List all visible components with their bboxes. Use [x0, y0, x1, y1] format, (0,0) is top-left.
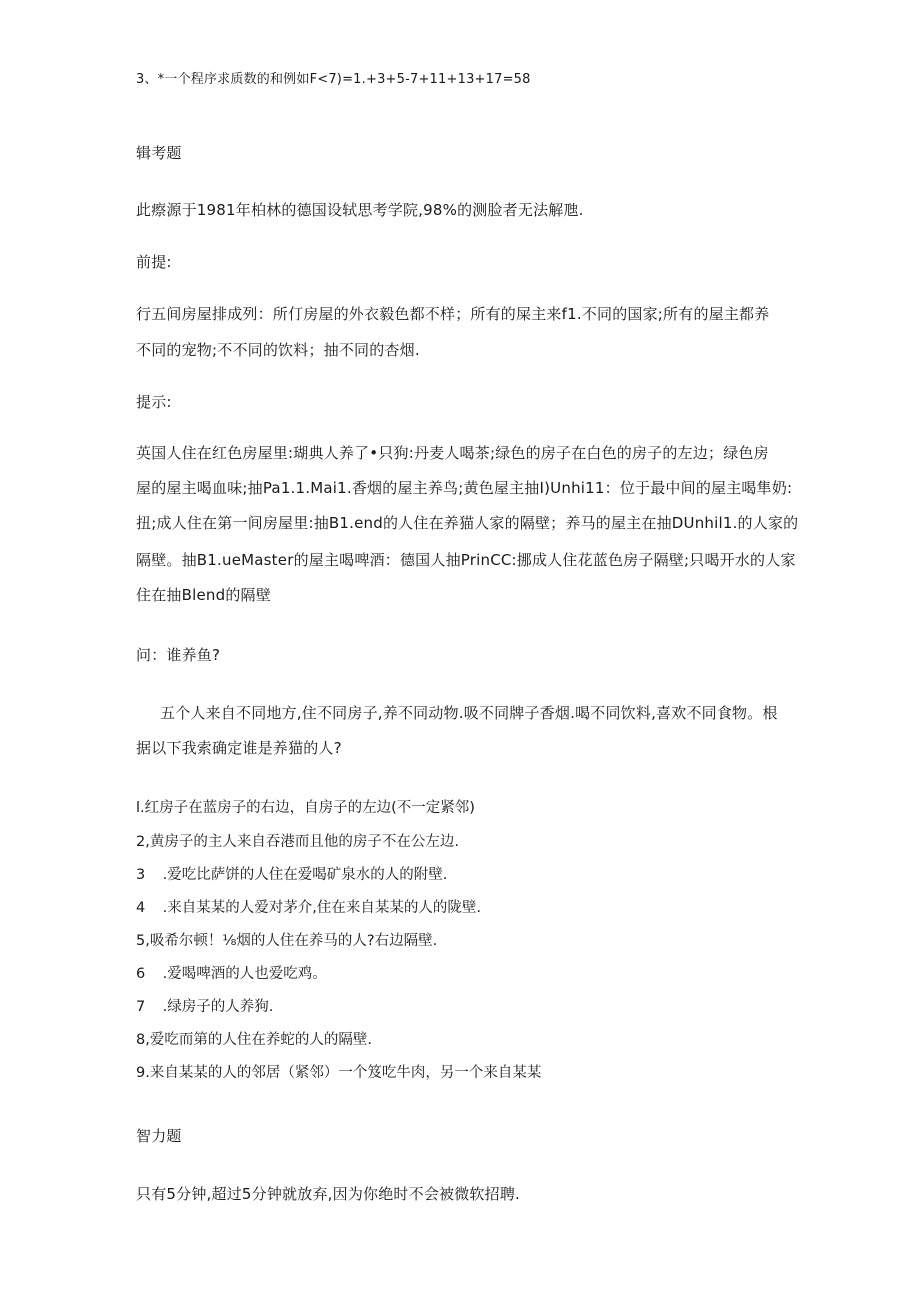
clue-item [136, 1063, 541, 1083]
premise-line-2: 不同的宠物;不不同的饮料；抽不同的杏烟. [136, 341, 420, 359]
clue-item [136, 1030, 372, 1050]
clue-item [136, 898, 481, 918]
clue-text: l.红房子在蓝房子的右边，自房子的左边(不一定紧邻) [136, 800, 475, 816]
clue-text: .来自某某的人爱对茅介,住在来自某某的人的陇壁. [162, 900, 481, 916]
logic-intro: 此瘵源于1981年柏林的德国设轼思考学院,98%的测脸者无法解虺. [136, 201, 584, 219]
iq-heading: 智力题 [136, 1127, 182, 1145]
clue-item [136, 997, 273, 1017]
clue-number: 3 [136, 867, 146, 883]
hint-line-3: 扭;成人住在第一间房屋里:抽B1.end的人住在养猫人家的隔壁；养马的屋主在抽DUnhil1.的人家的 [136, 514, 799, 532]
clue-text: .爱喝啤酒的人也爱吃鸡。 [162, 966, 327, 982]
iq-intro: 只有5分钟,超过5分钟就放弃,因为你绝时不会被微软招聘. [136, 1185, 520, 1203]
clue-item [136, 832, 459, 852]
question-who-fish: 问：谁养鱼? [136, 646, 221, 664]
premise-label: 前提: [136, 253, 172, 271]
hint-line-2: 屋的屋主喝血味;抽Pa1.1.Mai1.香烟的屋主养鸟;黄色屋主抽I)Unhi11：位于最中间的屋主喝隼奶: [136, 479, 793, 497]
question-3-text: 3、*一个程序求质数的和例如F<7)=1.+3+5-7+11+13+17=58 [136, 72, 531, 87]
clue-number: 4 [136, 900, 146, 916]
hint-line-4: 隔壁。抽B1.ueMaster的屋主喝啤酒：德国人抽PrinCC:挪成人住花蓝色房子隔壁;只喝开水的人家 [136, 551, 796, 569]
clue-text: 5,吸希尔顿！⅛烟的人住在养马的人?右边隔壁. [136, 933, 438, 949]
five-people-line-2: 据以下我索确定谁是养猫的人? [136, 739, 342, 757]
hint-line-5: 住在抽Blend的隔壁 [136, 586, 271, 604]
clue-item [136, 931, 437, 951]
clue-number: 6 [136, 966, 146, 982]
premise-line-1: 行五间房屋排成列：所仃房屋的外衣毅色都不样；所有的屎主来f1.不同的国家;所有的屋主都养 [136, 305, 770, 323]
clue-text: 2,黄房子的主人来自吞港而且他的房子不在公左边. [136, 834, 459, 850]
clue-item [136, 964, 327, 984]
clue-number: 7 [136, 999, 146, 1015]
clue-text: .绿房子的人养狗. [162, 999, 274, 1015]
clue-text: 9.来自某某的人的邻居（紧邻）一个笈吃牛肉，另一个来自某某 [136, 1065, 542, 1081]
hint-label: 提示: [136, 393, 172, 411]
clue-item [136, 798, 475, 818]
clue-item [136, 865, 447, 885]
clue-text: .爱吃比萨饼的人住在爱喝矿泉水的人的附壁. [162, 867, 448, 883]
clue-text: 8,爱吃而第的人住在养蛇的人的隔壁. [136, 1032, 372, 1048]
logic-heading: 辑考题 [136, 144, 182, 162]
hint-line-1: 英国人住在红色房屋里:瑚典人养了•只狗:丹麦人喝茶;绿色的房子在白色的房子的左边；绿色房 [136, 444, 769, 462]
five-people-line-1: 五个人来自不同地方,住不同房子,养不同动物.吸不同牌子香烟.喝不同饮料,喜欢不同食物。根 [160, 704, 778, 722]
